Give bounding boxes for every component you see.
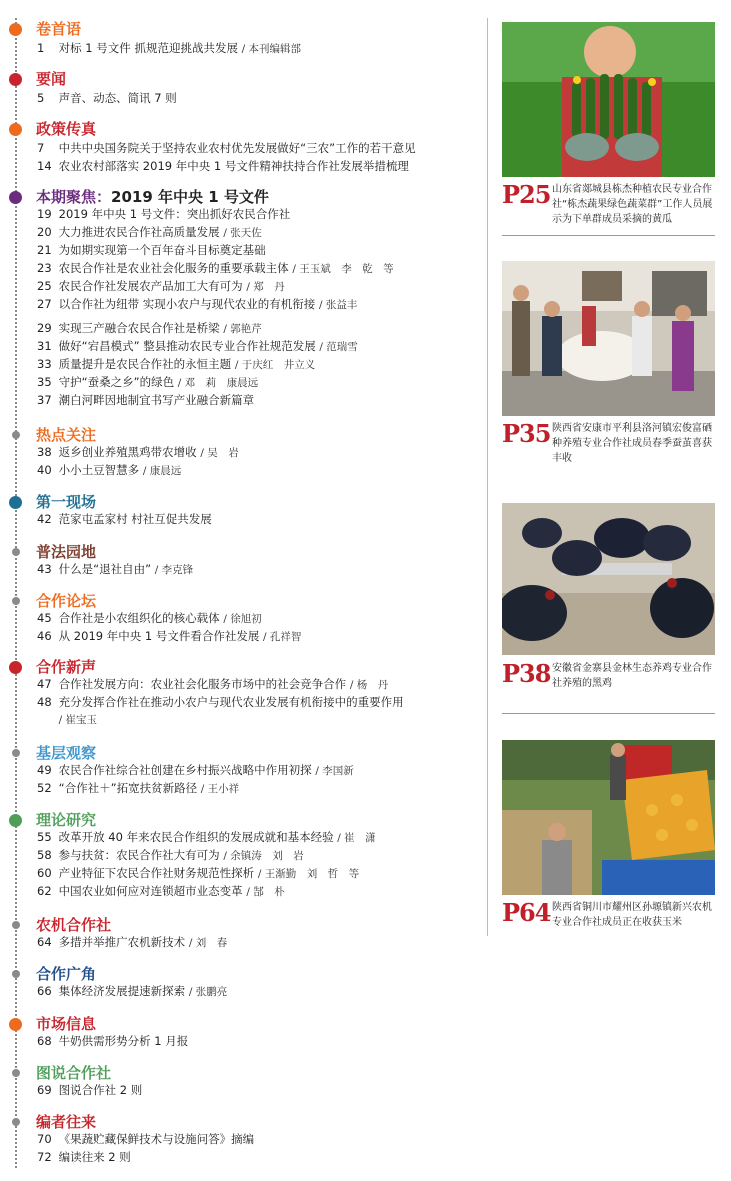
silkworm-cocoon-photo (502, 261, 715, 416)
entry-author: / 刘 春 (188, 937, 228, 949)
entry-title: 以合作社为纽带 实现小农户与现代农业的有机衔接 (58, 297, 316, 311)
page-number: 60 (37, 866, 52, 880)
entry-title: 合作社是小农组织化的核心载体 (58, 611, 220, 625)
page-number: 58 (37, 848, 52, 862)
toc-entry[interactable] (37, 780, 239, 796)
entry-title: 中共中央国务院关于坚持农业农村优先发展做好“三农”工作的若干意见 (58, 141, 416, 155)
section-title: 合作新声 (36, 658, 97, 676)
page-number: 62 (37, 884, 52, 898)
toc-entry[interactable] (37, 1149, 131, 1165)
entry-title: 范家屯孟家村 村社互促共发展 (58, 512, 212, 526)
page-number: 38 (37, 445, 52, 459)
entry-author: / 吴 岩 (200, 447, 239, 459)
column-divider (487, 18, 488, 936)
section-dot (12, 749, 20, 757)
toc-entry[interactable] (37, 694, 404, 710)
toc-entry[interactable] (37, 561, 193, 577)
toc-entry[interactable] (37, 320, 262, 336)
toc-entry[interactable] (37, 628, 301, 644)
entry-author: / 郭艳芹 (223, 323, 262, 335)
section-title (36, 186, 269, 207)
toc-entry[interactable] (37, 206, 290, 222)
toc-entry[interactable] (37, 40, 301, 56)
entry-title: 守护“蚕桑之乡”的绿色 (58, 375, 175, 389)
entry-author: / 张鹏亮 (188, 986, 228, 998)
entry-author: / 李克锋 (154, 564, 194, 576)
toc-entry[interactable] (37, 90, 177, 106)
section-dot (12, 548, 20, 556)
toc-entry[interactable] (37, 676, 388, 692)
section-dot (12, 597, 20, 605)
page-number: 43 (37, 562, 52, 576)
page-number: 25 (37, 279, 52, 293)
entry-title: 农民合作社综合社创建在乡村振兴战略中作用初探 (58, 763, 312, 777)
toc-entry-continuation[interactable] (37, 712, 97, 727)
section-dot (9, 123, 22, 136)
feature-card-p38[interactable] (502, 503, 715, 715)
page-number: 68 (37, 1034, 52, 1048)
section-title: 要闻 (36, 70, 67, 88)
toc-entry[interactable] (37, 140, 416, 156)
section-title: 卷首语 (36, 20, 82, 38)
toc-entry[interactable] (37, 392, 254, 408)
toc-entry[interactable] (37, 1082, 142, 1098)
page-number: 1 (37, 41, 45, 55)
entry-author: / 本刊编辑部 (241, 43, 301, 55)
toc-entry[interactable] (37, 1131, 254, 1147)
cucumber-harvest-photo (502, 22, 715, 177)
entry-title: 什么是“退社自由” (58, 562, 152, 576)
toc-entry[interactable] (37, 224, 262, 240)
toc-entry[interactable] (37, 934, 227, 950)
toc-entry[interactable] (37, 762, 354, 778)
section-dot (9, 814, 22, 827)
entry-title: 小小土豆智慧多 (58, 463, 140, 477)
toc-entry[interactable] (37, 1033, 188, 1049)
section-dot (9, 23, 22, 36)
page-number: 69 (37, 1083, 52, 1097)
feature-card-p64[interactable] (502, 740, 715, 935)
section-title: 合作广角 (36, 965, 97, 983)
entry-title: 牛奶供需形势分析 1 月报 (58, 1034, 189, 1048)
toc-entry[interactable] (37, 260, 394, 276)
card-divider (502, 235, 715, 236)
section-subtitle: 2019 年中央 1 号文件 (111, 188, 269, 206)
section-dot (12, 921, 20, 929)
entry-title: 多措并举推广农机新技术 (58, 935, 186, 949)
page-number: 20 (37, 225, 52, 239)
entry-title: 农民合作社是农业社会化服务的重要承载主体 (58, 261, 289, 275)
section-title: 普法园地 (36, 543, 97, 561)
entry-title: 合作社发展方向：农业社会化服务市场中的社会竞争合作 (58, 677, 347, 691)
entry-author: / 崔宝玉 (58, 714, 98, 726)
page-number: 46 (37, 629, 52, 643)
toc-entry[interactable] (37, 356, 315, 372)
page-number: 52 (37, 781, 52, 795)
section-dot (12, 431, 20, 439)
entry-title: 农民合作社发展农产品加工大有可为 (58, 279, 243, 293)
section-title: 基层观察 (36, 744, 97, 762)
entry-title: 参与扶贫：农民合作社大有可为 (58, 848, 220, 862)
page-number: 31 (37, 339, 52, 353)
page-number: 45 (37, 611, 52, 625)
page-label: P64 (502, 898, 551, 927)
entry-author: / 康晨远 (142, 465, 182, 477)
section-dot (9, 661, 22, 674)
card-divider (502, 713, 715, 714)
entry-title: 潮白河畔因地制宜书写产业融合新篇章 (58, 393, 255, 407)
toc-entry[interactable] (37, 610, 262, 626)
entry-title: 《果蔬贮藏保鲜技术与设施问答》摘编 (58, 1132, 255, 1146)
photo-caption: 山东省郯城县栋杰种植农民专业合作社“栋杰蔬果绿色蔬菜群”工作人员展示为下单群成员采摘的黄瓜 (552, 184, 713, 225)
entry-title: 编读往来 2 则 (58, 1150, 131, 1164)
entry-author: / 于庆红 井立义 (234, 359, 316, 371)
entry-title: 质量提升是农民合作社的永恒主题 (58, 357, 232, 371)
page-number: 66 (37, 984, 52, 998)
entry-title: 为如期实现第一个百年奋斗目标奠定基础 (58, 243, 266, 257)
toc-entry[interactable] (37, 883, 285, 899)
section-title: 理论研究 (36, 811, 97, 829)
section-dot (9, 73, 22, 86)
toc-entry[interactable] (37, 983, 227, 999)
photo-caption: 陕西省安康市平利县洛河镇宏俊富硒种养殖专业合作社成员春季蚕茧喜获丰收 (552, 423, 712, 464)
black-chicken-photo (502, 503, 715, 655)
entry-author: / 范瑞雪 (319, 341, 358, 353)
page-number: 27 (37, 297, 52, 311)
entry-author: / 徐旭初 (223, 613, 262, 625)
corn-harvest-photo (502, 740, 715, 895)
page-number: 47 (37, 677, 52, 691)
toc-entry[interactable] (37, 242, 266, 258)
section-title: 热点关注 (36, 426, 97, 444)
entry-title: 做好“宕昌模式” 整县推动农民专业合作社规范发展 (58, 339, 316, 353)
page-number: 23 (37, 261, 52, 275)
page-number: 19 (37, 207, 52, 221)
entry-title: 2019 年中央 1 号文件：突出抓好农民合作社 (58, 207, 291, 221)
page-number: 49 (37, 763, 52, 777)
section-title: 政策传真 (36, 120, 97, 138)
page-number: 40 (37, 463, 52, 477)
section-dot (12, 970, 20, 978)
entry-author: / 李国新 (315, 765, 354, 777)
page-label: P25 (502, 180, 551, 209)
section-title: 第一现场 (36, 493, 97, 511)
section-dot (12, 1069, 20, 1077)
page-number: 29 (37, 321, 52, 335)
toc-entry[interactable] (37, 865, 359, 881)
entry-author: / 孔祥智 (263, 631, 302, 643)
entry-title: 对标 1 号文件 抓规范迎挑战共发展 (58, 41, 238, 55)
entry-title: “合作社＋”拓宽扶贫新路径 (58, 781, 198, 795)
toc-entry[interactable] (37, 338, 358, 354)
page-number: 72 (37, 1150, 52, 1164)
page-number: 35 (37, 375, 52, 389)
toc-entry[interactable] (37, 374, 258, 390)
entry-author: / 郑 丹 (246, 281, 285, 293)
entry-title: 实现三产融合农民合作社是桥梁 (58, 321, 220, 335)
entry-title: 充分发挥合作社在推动小农户与现代农业发展有机衔接中的重要作用 (58, 695, 404, 709)
page-number: 7 (37, 141, 45, 155)
page-number: 37 (37, 393, 52, 407)
page-number: 55 (37, 830, 52, 844)
page-label: P35 (502, 419, 551, 448)
entry-title: 集体经济发展提速新探索 (58, 984, 186, 998)
page-label: P38 (502, 659, 551, 688)
section-dot (9, 496, 22, 509)
entry-author: / 王渐勤 刘 哲 等 (257, 868, 360, 880)
section-title-main: 本期聚焦： (36, 188, 112, 206)
entry-author: / 王玉斌 李 乾 等 (292, 263, 394, 275)
page-number: 48 (37, 695, 52, 709)
section-title: 农机合作社 (36, 916, 112, 934)
section-dot (12, 1118, 20, 1126)
page-number: 42 (37, 512, 52, 526)
photo-caption: 陕西省铜川市耀州区孙塬镇新兴农机专业合作社成员正在收获玉米 (552, 902, 712, 928)
section-title: 市场信息 (36, 1015, 97, 1033)
entry-title: 图说合作社 2 则 (58, 1083, 143, 1097)
toc-entry[interactable] (37, 829, 376, 845)
entry-author: / 张益丰 (318, 299, 358, 311)
page-number: 33 (37, 357, 52, 371)
toc-entry[interactable] (37, 847, 304, 863)
section-title: 合作论坛 (36, 592, 97, 610)
entry-title: 大力推进农民合作社高质量发展 (58, 225, 220, 239)
entry-author: / 杨 丹 (349, 679, 389, 691)
page-number: 21 (37, 243, 52, 257)
page-number: 5 (37, 91, 45, 105)
toc-entry[interactable] (37, 462, 181, 478)
feature-card-p25[interactable] (502, 22, 715, 238)
section-dot (9, 1018, 22, 1031)
entry-title: 中国农业如何应对连锁超市业态变革 (58, 884, 243, 898)
toc-entry[interactable] (37, 296, 357, 312)
entry-author: / 郜 朴 (246, 886, 285, 898)
page-number: 70 (37, 1132, 52, 1146)
entry-title: 改革开放 40 年来农民合作组织的发展成就和基本经验 (58, 830, 334, 844)
entry-title: 农业农村部落实 2019 年中央 1 号文件精神扶持合作社发展举措梳理 (58, 159, 409, 173)
toc-entry[interactable] (37, 511, 212, 527)
photo-caption: 安徽省金寨县金林生态养鸡专业合作社养殖的黑鸡 (552, 663, 712, 689)
entry-author: / 邓 莉 康晨远 (177, 377, 259, 389)
entry-author: / 张天佐 (223, 227, 262, 239)
entry-title: 从 2019 年中央 1 号文件看合作社发展 (58, 629, 260, 643)
entry-author: / 崔 潇 (337, 832, 376, 844)
section-title: 图说合作社 (36, 1064, 112, 1082)
entry-author: / 王小祥 (200, 783, 240, 795)
page-number: 64 (37, 935, 52, 949)
entry-title: 返乡创业养殖黑鸡带农增收 (58, 445, 197, 459)
section-dot (9, 191, 22, 204)
page-number: 14 (37, 159, 52, 173)
entry-author: / 余镇涛 刘 岩 (223, 850, 304, 862)
toc-entry[interactable] (37, 278, 285, 294)
entry-title: 声音、动态、简讯 7 则 (58, 91, 177, 105)
entry-title: 产业特征下农民合作社财务规范性探析 (58, 866, 255, 880)
toc-entry[interactable] (37, 158, 409, 174)
feature-card-p35[interactable] (502, 261, 715, 476)
section-title: 编者往来 (36, 1113, 97, 1131)
toc-entry[interactable] (37, 444, 239, 460)
